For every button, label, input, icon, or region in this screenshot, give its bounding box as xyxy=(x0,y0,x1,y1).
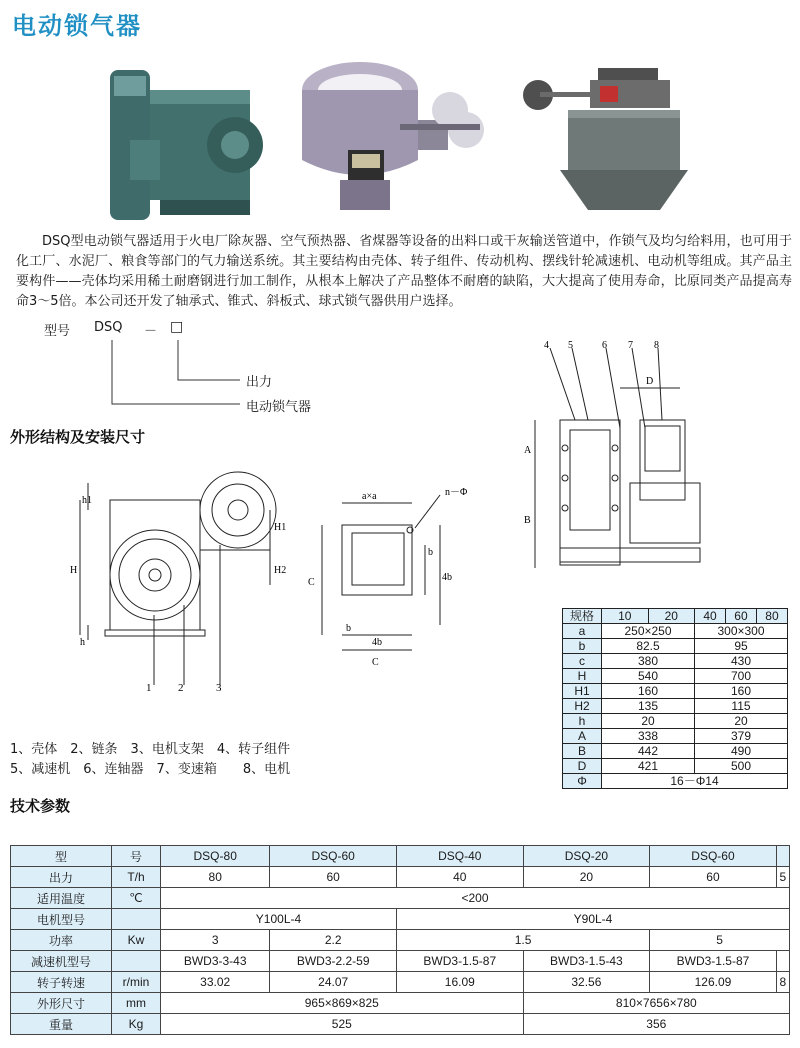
tech-value: 126.09 xyxy=(650,972,777,993)
tech-label: 减速机型号 xyxy=(11,951,112,972)
tech-value: 60 xyxy=(650,867,777,888)
parts-legend-line-1: 1、壳体 2、链条 3、电机支架 4、转子组件 xyxy=(10,742,291,757)
dim-H: H xyxy=(70,565,78,576)
spec-value: 160 xyxy=(695,684,788,699)
tech-value: 5 xyxy=(650,930,790,951)
tech-value: 965×869×825 xyxy=(161,993,524,1014)
dim-b-bottom: b xyxy=(346,623,351,634)
tech-value: 80 xyxy=(161,867,270,888)
spec-row xyxy=(563,684,788,699)
tech-label: 转子转速 xyxy=(11,972,112,993)
spec-header-row xyxy=(563,609,788,624)
section-tech-title: 技术参数 xyxy=(10,797,71,815)
spec-value: 540 xyxy=(602,669,695,684)
tech-unit: Kw xyxy=(112,930,161,951)
tech-value: 16.09 xyxy=(396,972,523,993)
model-dash: － xyxy=(144,324,158,339)
tech-value: 5 xyxy=(776,867,789,888)
tech-label: 重量 xyxy=(11,1014,112,1035)
tech-value: 525 xyxy=(161,1014,524,1035)
spec-value: 490 xyxy=(695,744,788,759)
tech-value: 356 xyxy=(523,1014,789,1035)
section-dimensions-title: 外形结构及安装尺寸 xyxy=(10,428,146,446)
tech-value: 20 xyxy=(523,867,650,888)
callout-6: 6 xyxy=(602,340,607,351)
parts-legend-line-2: 5、减速机 6、连轴器 7、变速箱 8、电机 xyxy=(10,762,291,777)
product-photo-3 xyxy=(520,50,700,220)
spec-header-cell: 20 xyxy=(648,609,695,624)
tech-value: 33.02 xyxy=(161,972,270,993)
dim-C-bottom: C xyxy=(372,657,379,668)
tech-label: 功率 xyxy=(11,930,112,951)
tech-header-cell: DSQ-60 xyxy=(650,846,777,867)
tech-header-cell: DSQ-20 xyxy=(523,846,650,867)
product-photo-1 xyxy=(100,50,270,220)
tech-label: 适用温度 xyxy=(11,888,112,909)
tech-value xyxy=(776,951,789,972)
dim-H2: H2 xyxy=(274,565,287,576)
spec-value: 250×250 xyxy=(602,624,695,639)
drawing-front-view xyxy=(520,338,710,583)
tech-unit: Kg xyxy=(112,1014,161,1035)
spec-row xyxy=(563,729,788,744)
tech-header-cell: 号 xyxy=(112,846,161,867)
callout-1: 1 xyxy=(146,682,152,694)
tech-row-weight xyxy=(11,1014,790,1035)
tech-value: BWD3-1.5-87 xyxy=(396,951,523,972)
dim-A: A xyxy=(524,445,532,456)
tech-unit: mm xyxy=(112,993,161,1014)
dim-4b-bottom: 4b xyxy=(372,637,382,648)
spec-value: 379 xyxy=(695,729,788,744)
tech-value: BWD3-1.5-43 xyxy=(523,951,650,972)
tech-header-cell xyxy=(776,846,789,867)
tech-value: BWD3-2.2-59 xyxy=(270,951,397,972)
model-bracket-lines xyxy=(90,338,273,418)
page-title: 电动锁气器 xyxy=(12,12,142,40)
tech-header-row xyxy=(11,846,790,867)
spec-row xyxy=(563,654,788,669)
tech-row-speed xyxy=(11,972,790,993)
spec-key: A xyxy=(563,729,602,744)
spec-value: 500 xyxy=(695,759,788,774)
tech-row-size xyxy=(11,993,790,1014)
spec-key: H1 xyxy=(563,684,602,699)
spec-row xyxy=(563,774,788,789)
spec-key: H xyxy=(563,669,602,684)
spec-key: b xyxy=(563,639,602,654)
dim-C-left: C xyxy=(308,577,315,588)
tech-value: 60 xyxy=(270,867,397,888)
spec-value: 20 xyxy=(695,714,788,729)
callout-7: 7 xyxy=(628,340,633,351)
spec-value: 430 xyxy=(695,654,788,669)
spec-row xyxy=(563,744,788,759)
spec-value: 82.5 xyxy=(602,639,695,654)
model-output-label: 出力 xyxy=(246,375,273,390)
tech-header-cell: DSQ-60 xyxy=(270,846,397,867)
drawing-flange-view xyxy=(300,485,475,680)
callout-5: 5 xyxy=(568,340,573,351)
tech-unit: r/min xyxy=(112,972,161,993)
spec-row xyxy=(563,639,788,654)
spec-row xyxy=(563,669,788,684)
dim-b-right: b xyxy=(428,547,433,558)
spec-header-cell: 规格 xyxy=(563,609,602,624)
model-box: □ xyxy=(170,319,184,335)
tech-table xyxy=(10,845,790,1035)
tech-value: Y100L-4 xyxy=(161,909,397,930)
tech-row-reducer xyxy=(11,951,790,972)
dim-h: h xyxy=(80,637,85,648)
model-code: DSQ xyxy=(94,320,123,335)
tech-value: 810×7656×780 xyxy=(523,993,789,1014)
dim-B: B xyxy=(524,515,531,526)
spec-value: 20 xyxy=(602,714,695,729)
spec-header-cell: 10 xyxy=(602,609,649,624)
spec-value: 115 xyxy=(695,699,788,714)
dim-axa: a×a xyxy=(362,491,377,502)
callout-3: 3 xyxy=(216,682,222,694)
tech-value: 3 xyxy=(161,930,270,951)
intro-paragraph: DSQ型电动锁气器适用于火电厂除灰器、空气预热器、省煤器等设备的出料口或干灰输送管道中，作锁气及均匀给料用，也可用于化工厂、水泥厂、粮食等部门的气力输送系统。其主要结构由壳体、转子组件、传动机构、摆线针轮减速机、电动机等组成。其产品主要构件——壳体均采用稀土耐磨钢进行加工制作，从根本上解决了产品整体不耐磨的缺陷，大大提高了使用寿命，比原同类产品提高寿命3～5倍。本公司还开发了轴承式、锥式、斜板式、球式锁气器供用户选择。 xyxy=(16,234,792,309)
tech-unit: ℃ xyxy=(112,888,161,909)
spec-key: h xyxy=(563,714,602,729)
spec-key: B xyxy=(563,744,602,759)
tech-value: Y90L-4 xyxy=(396,909,789,930)
spec-value: 95 xyxy=(695,639,788,654)
tech-row-output xyxy=(11,867,790,888)
spec-value: 300×300 xyxy=(695,624,788,639)
tech-header-cell: DSQ-40 xyxy=(396,846,523,867)
spec-value: 16－Φ14 xyxy=(602,774,788,789)
dim-D: D xyxy=(646,376,654,387)
tech-row-power xyxy=(11,930,790,951)
drawing-side-view xyxy=(60,455,290,695)
tech-value: BWD3-1.5-87 xyxy=(650,951,777,972)
spec-value: 135 xyxy=(602,699,695,714)
spec-value: 338 xyxy=(602,729,695,744)
spec-row xyxy=(563,714,788,729)
spec-key: H2 xyxy=(563,699,602,714)
spec-header-cell: 60 xyxy=(725,609,756,624)
spec-key: Φ xyxy=(563,774,602,789)
spec-key: D xyxy=(563,759,602,774)
spec-row xyxy=(563,759,788,774)
tech-value: BWD3-3-43 xyxy=(161,951,270,972)
tech-header-cell: DSQ-80 xyxy=(161,846,270,867)
tech-value: 24.07 xyxy=(270,972,397,993)
tech-value: 1.5 xyxy=(396,930,649,951)
spec-key: c xyxy=(563,654,602,669)
callout-2: 2 xyxy=(178,682,184,694)
tech-unit xyxy=(112,951,161,972)
spec-value: 421 xyxy=(602,759,695,774)
spec-value: 700 xyxy=(695,669,788,684)
spec-value: 442 xyxy=(602,744,695,759)
model-label: 型号 xyxy=(44,324,71,339)
dim-nphi: n－Φ xyxy=(445,487,468,498)
spec-table xyxy=(562,608,788,789)
spec-value: 380 xyxy=(602,654,695,669)
spec-key: a xyxy=(563,624,602,639)
spec-header-cell: 80 xyxy=(756,609,787,624)
tech-unit: T/h xyxy=(112,867,161,888)
tech-row-motor xyxy=(11,909,790,930)
tech-value: <200 xyxy=(161,888,790,909)
dim-h1: h1 xyxy=(82,495,92,506)
tech-value: 2.2 xyxy=(270,930,397,951)
tech-label: 外形尺寸 xyxy=(11,993,112,1014)
dim-4b-right: 4b xyxy=(442,572,452,583)
tech-header-cell: 型 xyxy=(11,846,112,867)
spec-value: 160 xyxy=(602,684,695,699)
spec-header-cell: 40 xyxy=(695,609,726,624)
tech-row-temp xyxy=(11,888,790,909)
dim-H1: H1 xyxy=(274,522,287,533)
tech-value: 40 xyxy=(396,867,523,888)
product-photo-2 xyxy=(290,50,490,220)
tech-value: 8 xyxy=(776,972,789,993)
callout-4: 4 xyxy=(544,340,549,351)
spec-row xyxy=(563,699,788,714)
model-name-label: 电动锁气器 xyxy=(246,400,312,415)
tech-label: 电机型号 xyxy=(11,909,112,930)
spec-row xyxy=(563,624,788,639)
callout-8: 8 xyxy=(654,340,659,351)
tech-label: 出力 xyxy=(11,867,112,888)
tech-value: 32.56 xyxy=(523,972,650,993)
tech-unit xyxy=(112,909,161,930)
